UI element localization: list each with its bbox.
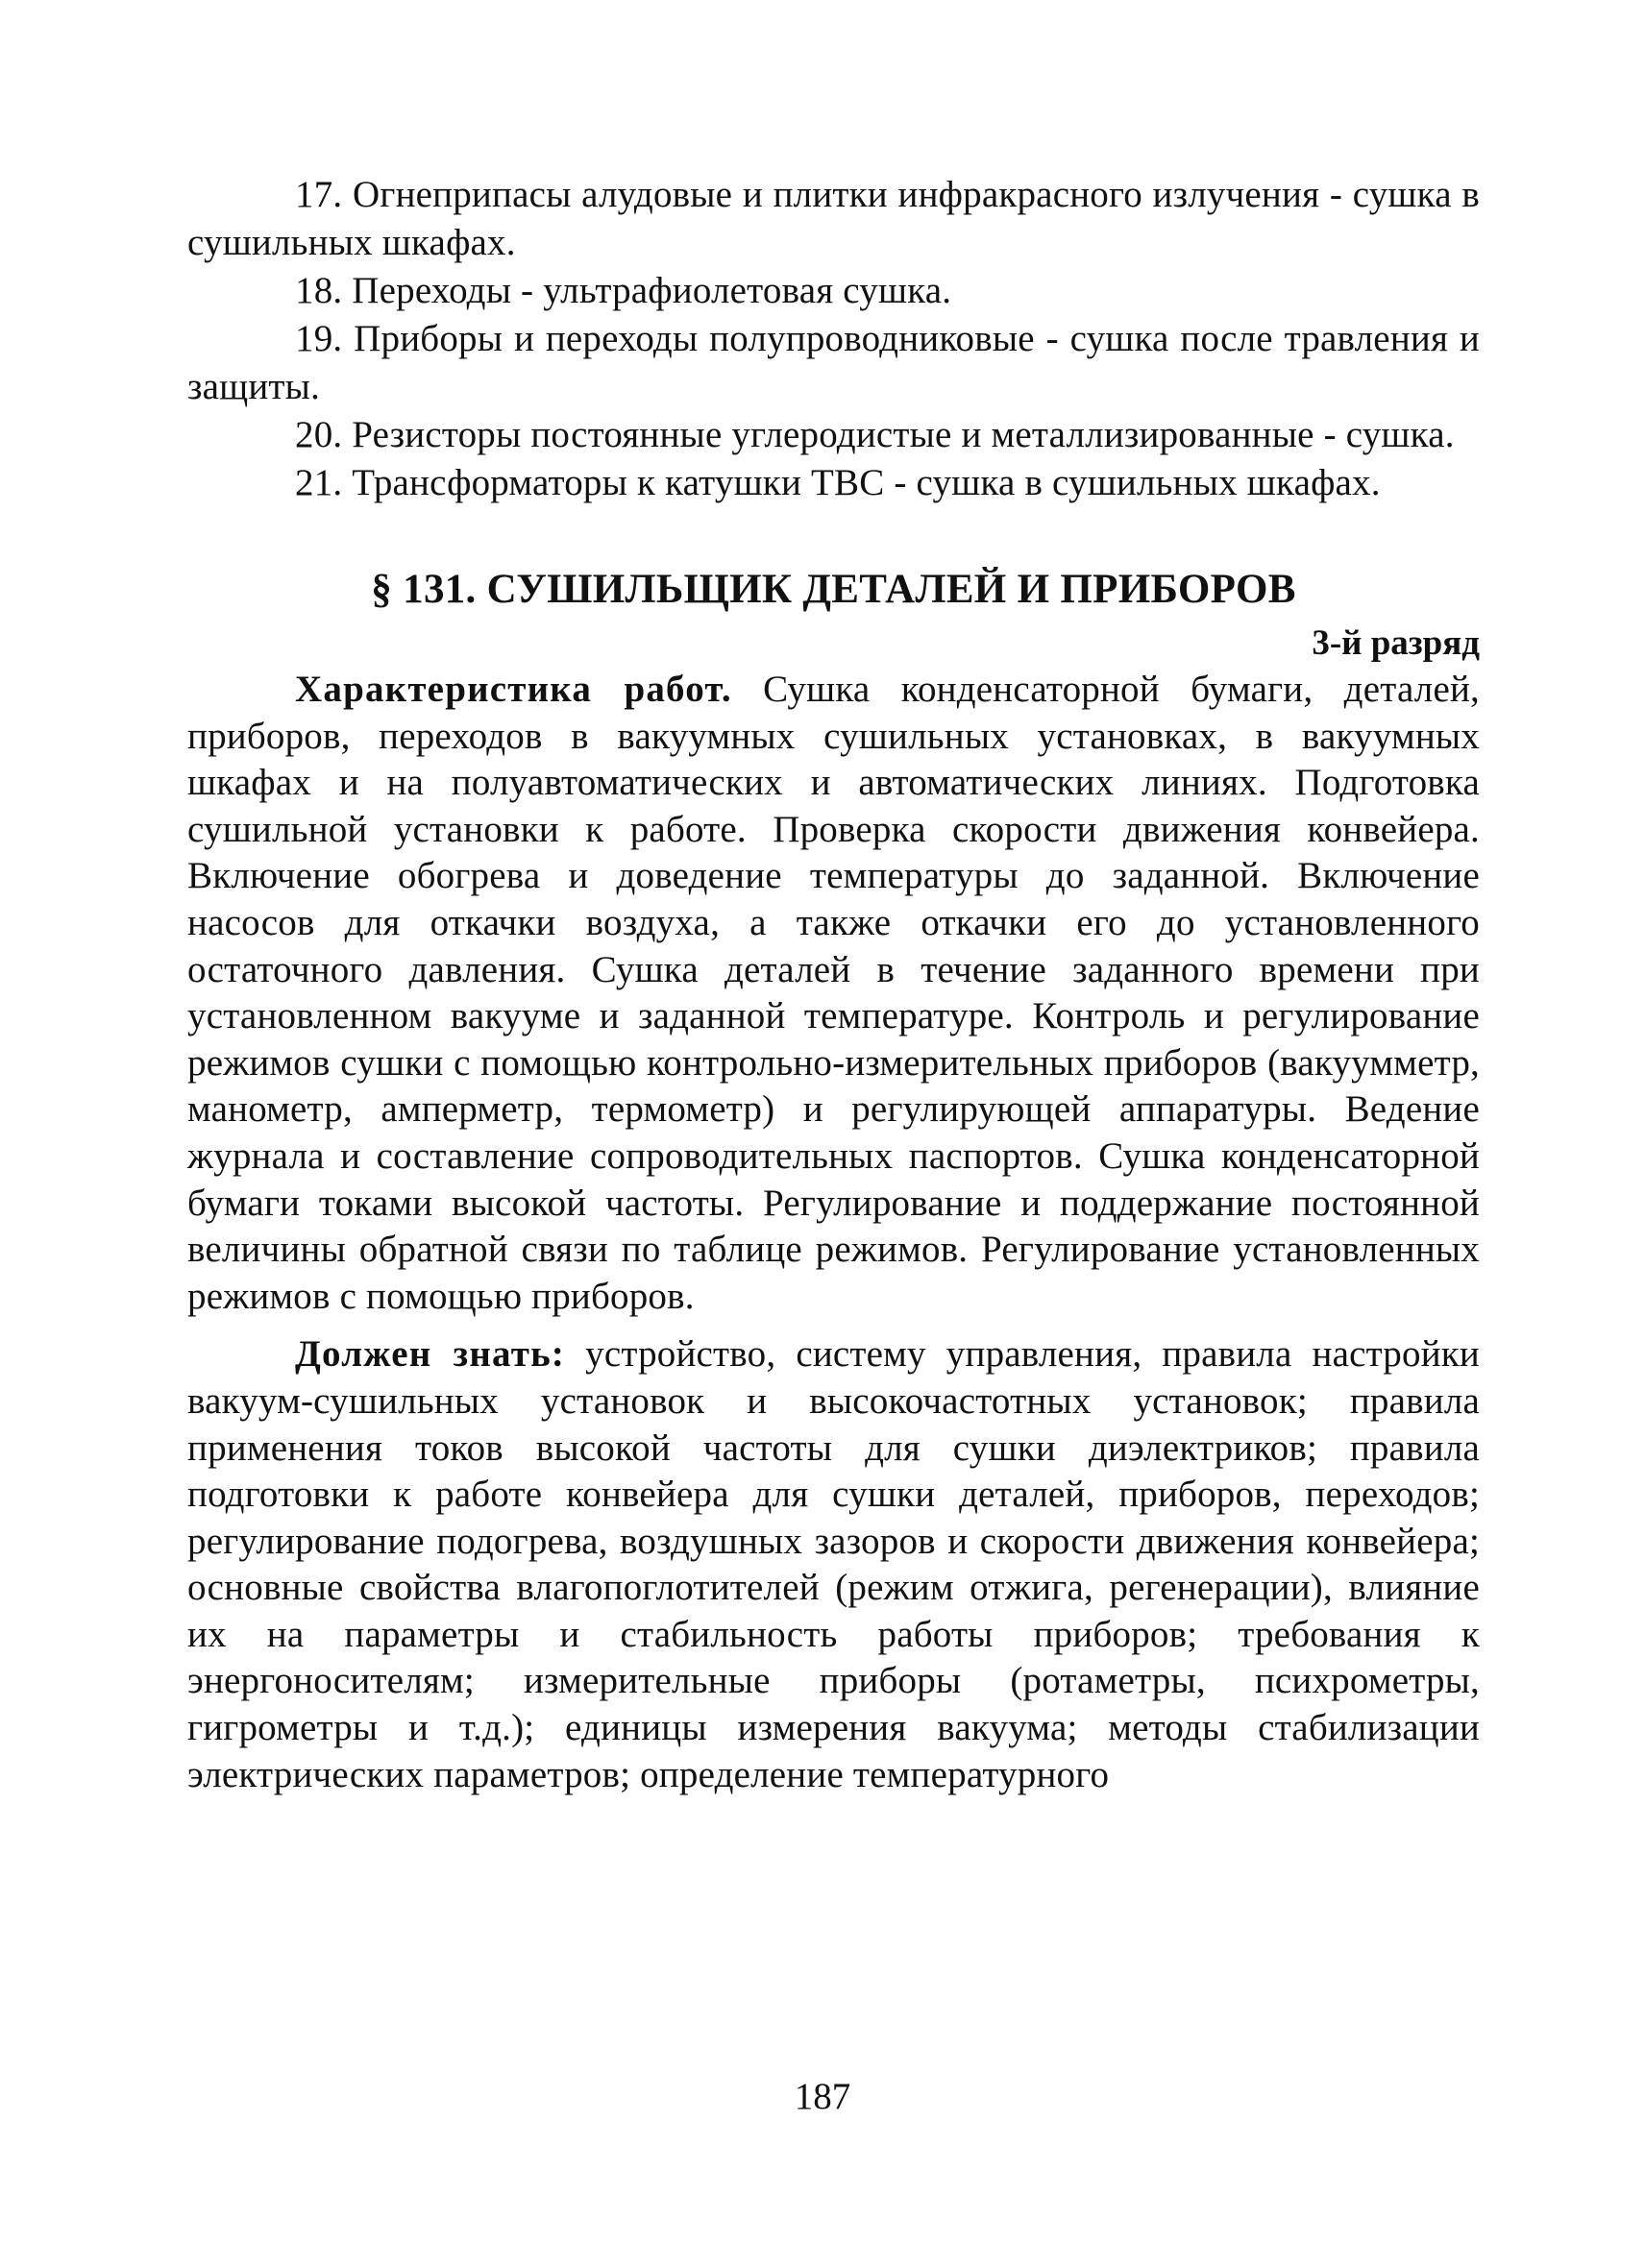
list-item: 21. Трансформаторы к катушки ТВС - сушка в сушильных шкафах.: [295, 462, 1381, 503]
list-item: 20. Резисторы постоянные углеродистые и металлизированные - сушка.: [295, 414, 1455, 455]
page-content: [187, 171, 1480, 1798]
section-title: § 131. СУШИЛЬЩИК ДЕТАЛЕЙ И ПРИБОРОВ: [371, 567, 1296, 612]
characteristics-paragraph: [187, 667, 1480, 1320]
knowledge-text: устройство, систему управления, правила настройки вакуум-сушильных установок и высокочастотных установок; правила применения токов высокой частоты для сушки диэлектриков; правила подготовки к работе конвейера для сушки деталей, приборов, переходов; регулирование подогрева, воздушных зазоров и скорости движения конвейера; основные свойства влагопоглотителей (режим отжига, регенерации), влияние их на параметры и стабильность работы приборов; требования к энергоносителям; измерительные приборы (ротаметры, психрометры, гигрометры и т.д.); единицы измерения вакуума; методы стабилизации электрических параметров; определение температурного: [187, 1333, 1480, 1795]
knowledge-label: Должен знать:: [295, 1333, 566, 1376]
knowledge-paragraph: [187, 1331, 1480, 1798]
list-item: 17. Огнеприпасы алудовые и плитки инфракрасного излучения - сушка в сушильных шкафах.: [187, 174, 1480, 263]
list-item: 19. Приборы и переходы полупроводниковые - сушка после травления и защиты.: [187, 318, 1480, 407]
grade-label: 3-й разряд: [1312, 623, 1480, 663]
list-item: 18. Переходы - ультрафиолетовая сушка.: [295, 270, 952, 311]
characteristics-label: Характеристика работ.: [295, 669, 732, 710]
numbered-list: [187, 171, 1480, 507]
characteristics-text: Сушка конденсаторной бумаги, деталей, приборов, переходов в вакуумных сушильных установках, в вакуумных шкафах и на полуавтоматических и автоматических линиях. Подготовка сушильной установки к работе. Проверка скорости движения конвейера. Включение обогрева и доведение температуры до заданной. Включение насосов для откачки воздуха, а также откачки его до установленного остаточного давления. Сушка деталей в течение заданного времени при установленном вакууме и заданной температуре. Контроль и регулирование режимов сушки с помощью контрольно-измерительных приборов (вакуумметр, манометр, амперметр, термометр) и регулирующей аппаратуры. Ведение журнала и составление сопроводительных паспортов. Сушка конденсаторной бумаги токами высокой частоты. Регулирование и поддержание постоянной величины обратной связи по таблице режимов. Регулирование установленных режимов с помощью приборов.: [187, 669, 1480, 1317]
page-number: 187: [794, 2076, 851, 2117]
